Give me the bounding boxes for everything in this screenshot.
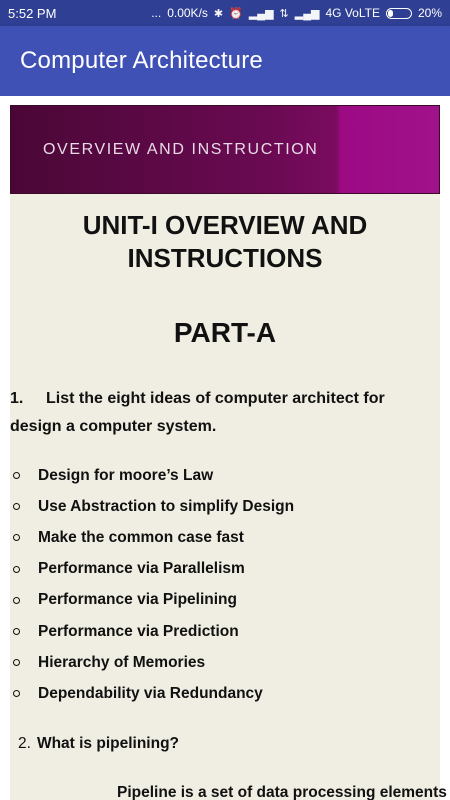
- question-2-number: 2.: [18, 735, 31, 752]
- status-icons: [151, 6, 442, 20]
- answer-2-text: Pipeline is a set of data processing elements: [117, 784, 447, 800]
- list-item: [10, 678, 440, 709]
- unit-heading: UNIT-I OVERVIEW AND INSTRUCTIONS: [82, 210, 368, 273]
- network-speed: 0.00K/s: [167, 6, 208, 20]
- list-item-text: Hierarchy of Memories: [38, 653, 206, 671]
- bluetooth-icon: ✱: [213, 7, 224, 20]
- list-item-text: Performance via Parallelism: [38, 560, 245, 578]
- list-item-text: Dependability via Redundancy: [38, 684, 263, 702]
- bullet-icon: [13, 690, 20, 697]
- bullet-icon: [13, 659, 20, 666]
- document-view[interactable]: [0, 96, 450, 800]
- chapter-banner: [10, 105, 440, 194]
- question-2-text: What is pipelining?: [36, 735, 180, 752]
- banner-title: OVERVIEW AND INSTRUCTION: [43, 140, 319, 158]
- question-1-number: 1.: [10, 390, 24, 407]
- list-item: [10, 647, 440, 678]
- bullet-icon: [13, 597, 20, 604]
- notification-dots: ...: [151, 6, 162, 20]
- bullet-icon: [13, 628, 20, 635]
- list-item: [10, 554, 440, 585]
- bullet-icon: [13, 534, 20, 541]
- part-heading: PART-A: [173, 317, 277, 348]
- document-page: [10, 105, 447, 800]
- alarm-off-icon: ⏰: [229, 7, 243, 20]
- app-title: Computer Architecture: [20, 47, 263, 74]
- list-item: [10, 585, 440, 616]
- question-1: [10, 385, 440, 441]
- data-transfer-icon: ⇅: [279, 7, 289, 20]
- question-1-text: List the eight ideas of computer architect for design a computer system.: [10, 390, 385, 435]
- bullet-icon: [13, 472, 20, 479]
- app-bar: [0, 26, 450, 96]
- status-bar: [0, 0, 450, 26]
- signal-icon-2: ▂▄▆: [294, 7, 320, 20]
- question-2: [18, 735, 179, 753]
- list-item-text: Make the common case fast: [38, 528, 244, 546]
- list-item-text: Design for moore’s Law: [38, 466, 214, 484]
- list-item-text: Use Abstraction to simplify Design: [38, 497, 295, 515]
- list-item: [10, 522, 440, 553]
- signal-icon: ▂▄▆: [248, 7, 274, 20]
- battery-level: 20%: [417, 6, 442, 20]
- bullet-icon: [13, 503, 20, 510]
- list-item: [10, 460, 440, 491]
- status-time: 5:52 PM: [8, 5, 57, 21]
- list-item-text: Performance via Prediction: [38, 622, 239, 640]
- list-item: [10, 616, 440, 647]
- list-item-text: Performance via Pipelining: [38, 591, 237, 609]
- ideas-list: [10, 460, 440, 710]
- bullet-icon: [13, 566, 20, 573]
- network-type: 4G VoLTE: [325, 6, 380, 20]
- list-item: [10, 491, 440, 522]
- battery-icon: [386, 8, 412, 19]
